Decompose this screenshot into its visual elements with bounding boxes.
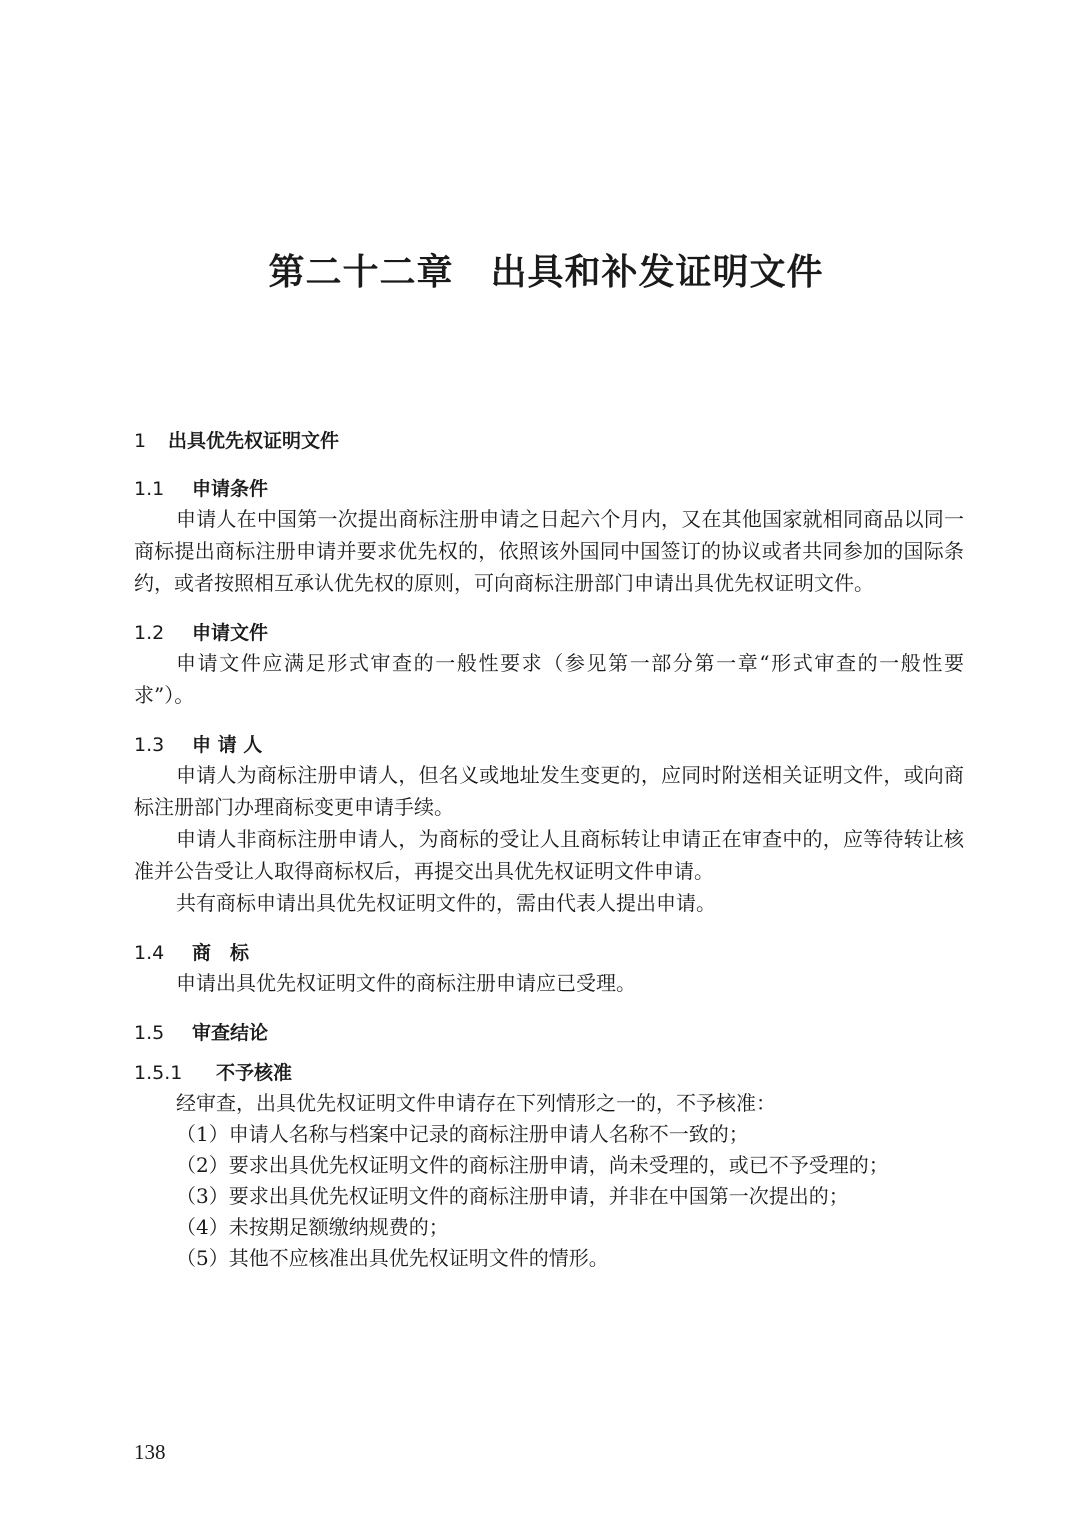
- subsection-heading-1-3: [134, 731, 964, 759]
- list-item: （2）要求出具优先权证明文件的商标注册申请，尚未受理的，或已不予受理的；: [176, 1153, 889, 1177]
- content: [134, 427, 964, 1274]
- chapter-title: 第二十二章 出具和补发证明文件: [268, 251, 824, 293]
- subsection-heading-1-5-1: [134, 1059, 964, 1087]
- list-item: （4）未按期足额缴纳规费的；: [176, 1215, 449, 1239]
- section-title: 出具优先权证明文件: [168, 430, 340, 452]
- section-title: 申请文件: [192, 622, 269, 644]
- section-number: 1.2: [134, 622, 165, 644]
- paragraph: 申请人为商标注册申请人，但名义或地址发生变更的，应同时附送相关证明文件，或向商标注册部门办理商标变更申请手续。: [134, 763, 964, 819]
- section-number: 1.5.1: [134, 1062, 183, 1084]
- subsection-heading-1-1: [134, 475, 964, 503]
- list-item: （3）要求出具优先权证明文件的商标注册申请，并非在中国第一次提出的；: [176, 1184, 849, 1208]
- list-item: （5）其他不应核准出具优先权证明文件的情形。: [176, 1246, 609, 1270]
- section-title: 不予核准: [216, 1062, 293, 1084]
- section-number: 1.3: [134, 734, 165, 756]
- section-heading-1: [134, 427, 964, 455]
- section-title: 商 标: [192, 942, 250, 964]
- paragraph: 申请人在中国第一次提出商标注册申请之日起六个月内，又在其他国家就相同商品以同一商标提出商标注册申请并要求优先权的，依照该外国同中国签订的协议或者共同参加的国际条约，或者按照相互承认优先权的原则，可向商标注册部门申请出具优先权证明文件。: [134, 507, 964, 595]
- paragraph: 申请人非商标注册申请人，为商标的受让人且商标转让申请正在审查中的，应等待转让核准并公告受让人取得商标权后，再提交出具优先权证明文件申请。: [134, 827, 964, 883]
- section-title: 申 请 人: [192, 734, 263, 756]
- list-item: （1）申请人名称与档案中记录的商标注册申请人名称不一致的；: [176, 1122, 749, 1146]
- paragraph: 申请出具优先权证明文件的商标注册申请应已受理。: [176, 971, 636, 995]
- subsection-heading-1-4: [134, 939, 964, 967]
- section-number: 1: [134, 430, 147, 452]
- page-number: 138: [134, 1440, 166, 1464]
- paragraph: 申请文件应满足形式审查的一般性要求（参见第一部分第一章“形式审查的一般性要求”）。: [134, 651, 964, 707]
- subsection-heading-1-2: [134, 619, 964, 647]
- section-number: 1.5: [134, 1022, 165, 1044]
- subsection-heading-1-5: [134, 1019, 964, 1047]
- section-title: 申请条件: [192, 478, 269, 500]
- paragraph: 共有商标申请出具优先权证明文件的，需由代表人提出申请。: [176, 891, 716, 915]
- paragraph: 经审查，出具优先权证明文件申请存在下列情形之一的，不予核准：: [176, 1091, 776, 1115]
- section-title: 审查结论: [192, 1022, 269, 1044]
- section-number: 1.1: [134, 478, 165, 500]
- section-number: 1.4: [134, 942, 165, 964]
